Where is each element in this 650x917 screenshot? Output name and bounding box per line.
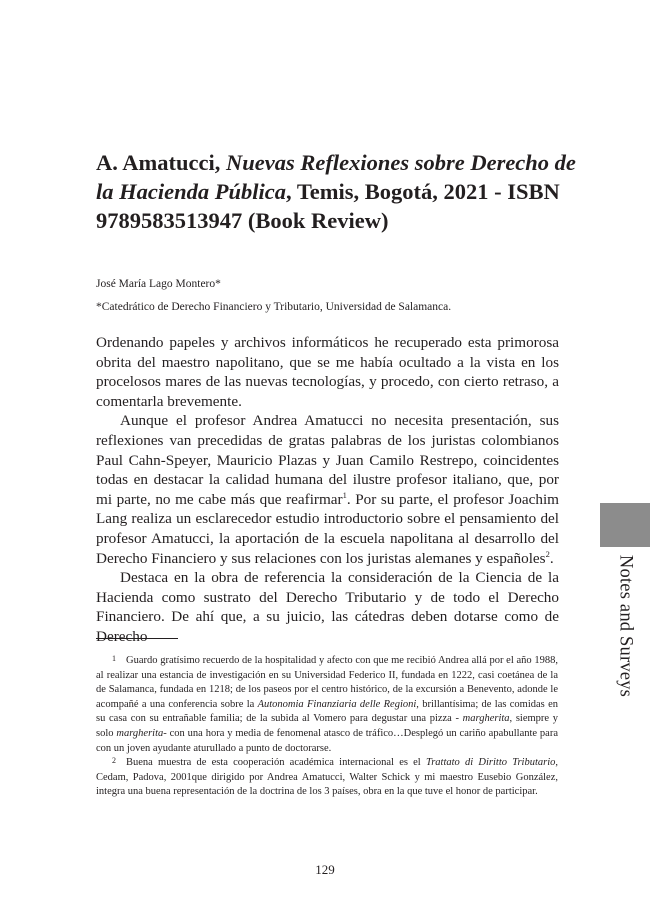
footnote-1 [96, 654, 558, 756]
article-title [96, 148, 576, 235]
footnote-2-text-a: Buena muestra de esta cooperación académica internacional es el [126, 757, 426, 769]
footnotes [96, 654, 558, 800]
footnote-ref-1[interactable]: 1 [342, 489, 347, 500]
footnote-1-text-b: , brillantísima; de las comidas en su casa con su entrañable familia; de la subida al Vomero para degustar una pizza - [96, 698, 558, 725]
footnote-1-italic-a: Autonomia Finanziaria delle Regioni [257, 698, 417, 710]
article-body [96, 333, 559, 647]
footnote-number-1: 1 [112, 654, 116, 663]
author-name: José María Lago Montero* [96, 278, 221, 290]
title-book-name: Nuevas Reflexiones sobre Derecho de la Hacienda Pública [96, 150, 576, 204]
footnote-2-text-b: , Cedam, Padova, 2001que dirigido por Andrea Amatucci, Walter Schick y mi maestro Eusebio González, integra una buena representación de la doctrina de los 3 países, obra en la que tuve el honor de participar. [96, 757, 559, 798]
footnote-number-2: 2 [112, 756, 116, 766]
paragraph-1: Ordenando papeles y archivos informáticos he recuperado esta primorosa obrita del maestro napolitano, que se me había ocultado a la vista en los procelosos mares de las nuevas tecnologías, y procedo, con cierto retraso, a comentarla brevemente. [96, 334, 559, 410]
author-affiliation: *Catedrático de Derecho Financiero y Tributario, Universidad de Salamanca. [96, 301, 452, 313]
footnote-ref-2[interactable]: 2 [545, 548, 550, 559]
paragraph-2 [96, 411, 559, 568]
paragraph-2-text-a: Aunque el profesor Andrea Amatucci no necesita presentación, sus reflexiones van precedidas de gratas palabras de los juristas colombianos Paul Cahn-Speyer, Mauricio Plazas y Juan Camilo Restrepo, coincidentes todas en destacar la calidad humana del ilustre profesor italiano, que, por mi parte, no me cabe más que reafirmar [96, 412, 559, 508]
footnote-2 [96, 756, 558, 800]
footnote-1-text-a: Guardo gratísimo recuerdo de la hospitalidad y afecto con que me recibió Andrea allá por el año 1988, al realizar una estancia de investigación en su Universidad Federico II, fundada en 1222, casi coetánea de la de Salamanca, fundada en 1218; de los paseos por el centro histórico, de la excursión a Benevento, adonde le acompañé a una conferencia sobre la [96, 655, 558, 710]
paragraph-2-text-b: . Por su parte, el profesor Joachim Lang realiza un esclarecedor estudio introductorio sobre el pensamiento del profesor Amatucci, la aportación de la escuela napolitana al desarrollo del Derecho Financiero y sus relaciones con los juristas alemanes y españoles [96, 490, 559, 567]
section-tab-marker [600, 503, 650, 547]
footnote-1-italic-b: margherita [462, 713, 510, 725]
page-number: 129 [315, 862, 335, 877]
footnote-1-text-c: , siempre y solo [96, 713, 558, 739]
footnote-divider [96, 638, 178, 639]
title-part-1: A. Amatucci, [96, 150, 226, 175]
footnote-2-italic-a: Trattato di Diritto Tributario [425, 757, 556, 769]
title-part-2: , Temis, Bogotá, 2021 - ISBN 9789583513947 (Book Review) [96, 179, 560, 233]
paragraph-2-text-c: . [549, 549, 554, 567]
paragraph-3: Destaca en la obra de referencia la consideración de la Ciencia de la Hacienda como sustrato del Derecho Tributario y de todo el Derecho Financiero. De ahí que, a su juicio, las cátedras deben dotarse como de Derecho [96, 569, 559, 645]
section-label: Notes and Surveys [615, 554, 636, 698]
footnote-1-text-d: - con una hora y media de fenomenal atasco de tráfico…Desplegó un cariño apabullante para con un joven ayudante aturullado a punto de doctorarse. [96, 727, 558, 754]
footnote-1-italic-c: margherita [116, 727, 164, 739]
